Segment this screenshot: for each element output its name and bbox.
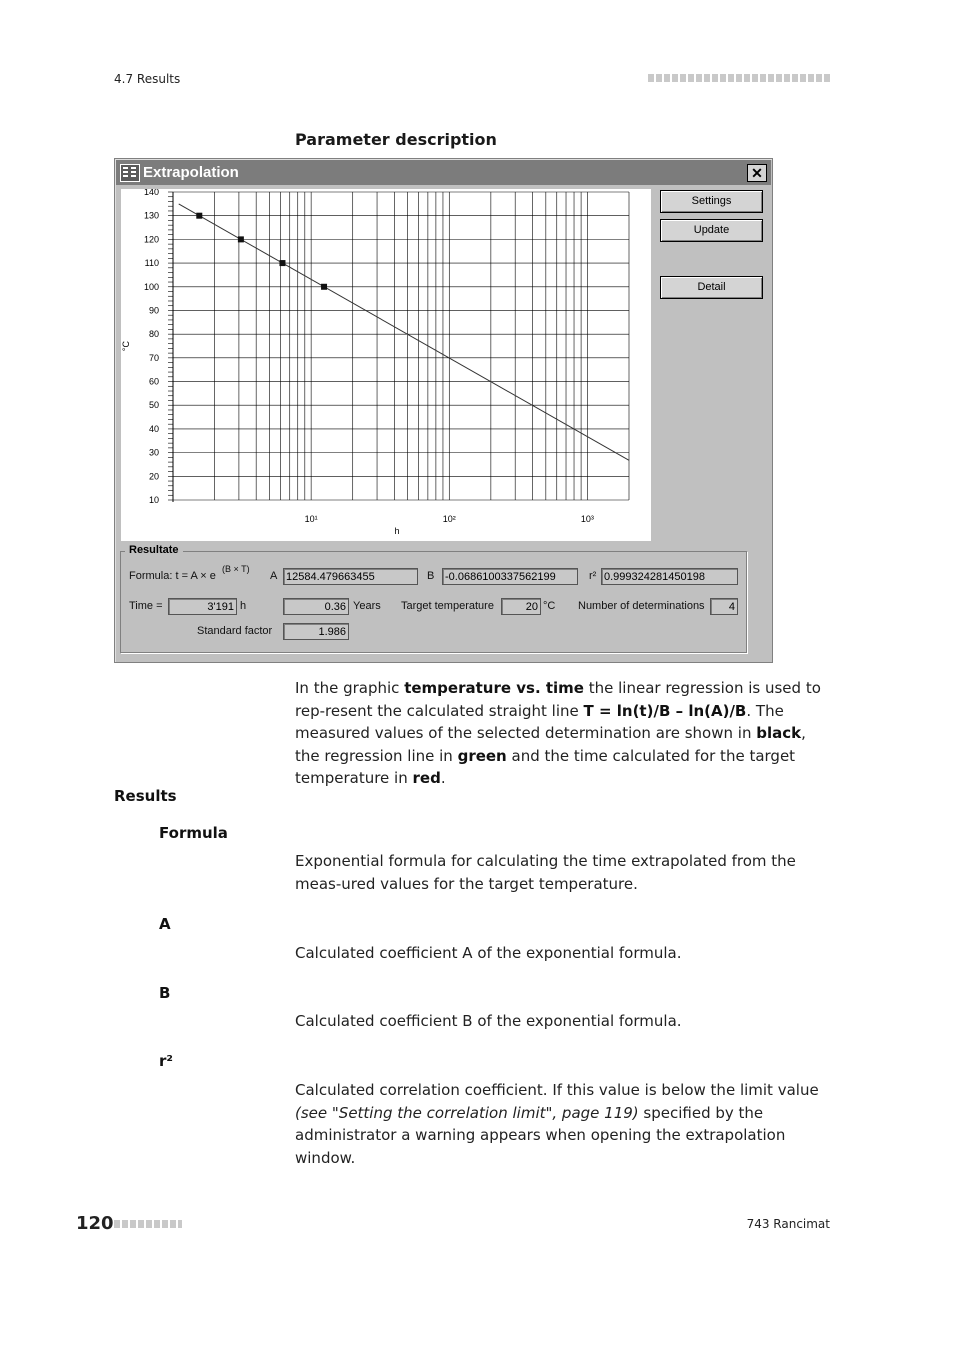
b-label: B — [427, 570, 435, 582]
intro-bold-1: temperature vs. time — [404, 679, 584, 697]
a-item-title: A — [159, 915, 171, 933]
target-temperature-label: Target temperature — [401, 600, 494, 612]
r2-label: r² — [589, 570, 597, 582]
y-tick-label: 10 — [148, 495, 159, 505]
extrapolation-dialog — [114, 158, 773, 663]
formula-item-title: Formula — [159, 824, 228, 842]
footer-product: 743 Rancimat — [746, 1217, 830, 1231]
number-of-determinations-field[interactable]: 4 — [710, 598, 738, 615]
intro-text-2: the linear regression is used to rep-resent the calculated straight line — [295, 679, 821, 720]
dialog-titlebar[interactable] — [116, 160, 771, 185]
intro-text-3: . The measured values of the selected determination are shown in — [295, 701, 784, 742]
data-point — [279, 260, 285, 266]
y-axis-label: °C — [121, 340, 131, 352]
y-tick-label: 40 — [148, 423, 159, 434]
years-label: Years — [353, 600, 381, 612]
intro-bold-5: red — [412, 769, 441, 787]
footer-decoration — [114, 1220, 182, 1228]
intro-bold-3: black — [756, 724, 802, 742]
y-tick-label: 20 — [148, 471, 159, 482]
b-value-field[interactable]: -0.0686100337562199 — [442, 568, 578, 585]
y-tick-label: 90 — [148, 305, 159, 316]
intro-text-4: , the regression line in — [295, 724, 806, 765]
time-label: Time = — [129, 600, 163, 612]
data-point — [321, 284, 327, 290]
correlation-limit-link[interactable]: (see "Setting the correlation limit", page 119) — [295, 1103, 639, 1122]
y-tick-label: 70 — [148, 352, 159, 363]
intro-bold-4: green — [457, 746, 507, 765]
b-item-desc: Calculated coefficient B of the exponential formula. — [295, 1012, 682, 1030]
intro-text-5: and the time calculated for the target temperature in — [295, 746, 796, 787]
intro-text-6: . — [440, 769, 446, 787]
detail-button[interactable]: Detail — [660, 276, 763, 299]
data-point — [238, 236, 244, 242]
header-section: 4.7 Results — [114, 72, 181, 86]
formula-exponent: (B × T) — [222, 564, 250, 574]
intro-bold-2: T = ln(t)/B – ln(A)/B — [583, 701, 747, 720]
target-temperature-field[interactable]: 20 — [501, 598, 541, 615]
window-icon — [120, 164, 140, 182]
y-tick-label: 110 — [144, 258, 159, 269]
formula-item-desc: Exponential formula for calculating the time extrapolated from the meas-ured values for the target temperature. — [295, 852, 796, 893]
intro-text-1: In the graphic — [295, 679, 405, 697]
r2-item-desc — [295, 1079, 830, 1169]
y-tick-label: 100 — [143, 281, 159, 292]
page-number: 120 — [76, 1213, 114, 1234]
data-point — [196, 213, 202, 219]
y-tick-label: 80 — [148, 329, 159, 340]
y-tick-label: 60 — [148, 376, 159, 387]
temperature-time-chart — [121, 189, 651, 541]
intro-paragraph — [295, 677, 830, 790]
time-value-field[interactable]: 3'191 — [168, 598, 237, 615]
x-tick-label: 10¹ — [304, 514, 318, 524]
y-tick-label: 140 — [143, 189, 159, 197]
close-button[interactable]: ✕ — [747, 164, 767, 182]
update-button[interactable]: Update — [660, 219, 763, 242]
a-item-desc: Calculated coefficient A of the exponential formula. — [295, 944, 682, 962]
header-decoration — [648, 74, 830, 82]
standard-factor-label: Standard factor — [197, 625, 273, 637]
r2-item-title: r² — [159, 1052, 173, 1070]
y-tick-label: 120 — [143, 234, 159, 245]
r2-desc-text-1: Calculated correlation coefficient. If this value is below the limit value — [295, 1081, 819, 1099]
results-heading: Results — [114, 787, 177, 805]
time-unit: h — [240, 600, 247, 612]
a-label: A — [270, 570, 278, 582]
formula-label: Formula: t = A × e — [129, 570, 216, 582]
x-tick-label: 10³ — [580, 514, 594, 524]
parameter-heading: Parameter description — [295, 130, 497, 149]
dialog-title: Extrapolation — [143, 164, 239, 181]
regression-line — [179, 204, 629, 460]
target-temperature-unit: °C — [543, 600, 556, 612]
r2-value-field[interactable]: 0.999324281450198 — [601, 568, 738, 585]
plot-area — [121, 189, 651, 541]
results-group-title: Resultate — [125, 544, 183, 556]
y-tick-label: 130 — [143, 210, 159, 221]
years-value-field[interactable]: 0.36 — [283, 598, 349, 615]
y-tick-label: 50 — [148, 400, 159, 411]
settings-button[interactable]: Settings — [660, 190, 763, 213]
number-of-determinations-label: Number of determinations — [578, 600, 705, 612]
x-tick-label: 10² — [442, 514, 456, 524]
x-axis-label: h — [394, 526, 400, 536]
standard-factor-field[interactable]: 1.986 — [283, 623, 349, 640]
y-tick-label: 30 — [148, 447, 159, 458]
a-value-field[interactable]: 12584.479663455 — [283, 568, 418, 585]
b-item-title: B — [159, 984, 171, 1002]
r2-desc-text-2: specified by the administrator a warning appears when opening the extrapolation window. — [295, 1103, 786, 1167]
